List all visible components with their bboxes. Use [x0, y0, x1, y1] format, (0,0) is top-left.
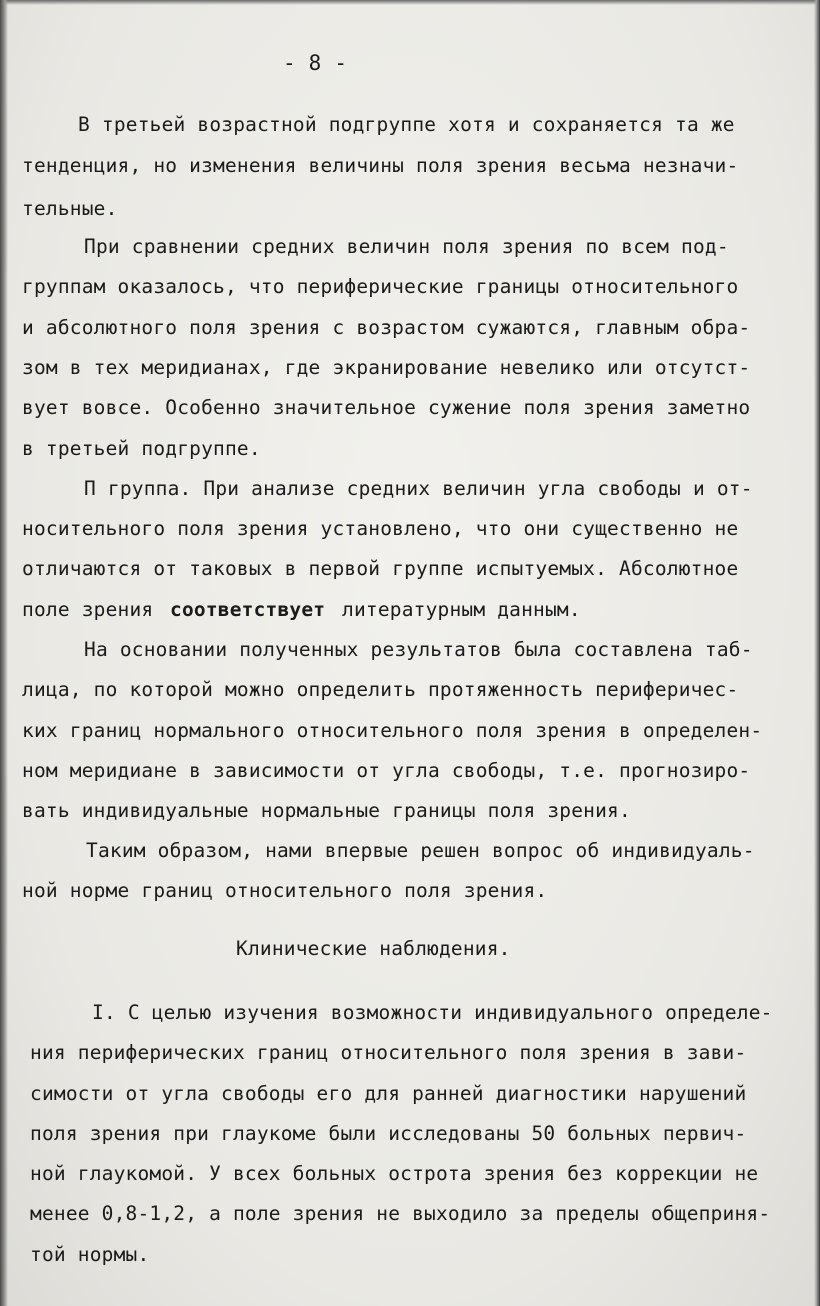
text-line: вует вовсе. Особенно значительное сужение поля зрения заметно — [22, 396, 751, 419]
text-line: группам оказалось, что периферические границы относительного — [22, 275, 739, 298]
page-number: - 8 - — [283, 51, 348, 75]
text-line: тельные. — [22, 197, 118, 220]
text-line: менее 0,8-1,2, а поле зрения не выходило за пределы общеприня- — [30, 1202, 771, 1225]
scan-edge-left — [0, 0, 8, 1306]
text-line: вать индивидуальные нормальные границы поля зрения. — [22, 799, 631, 822]
text-line-start: поле зрения — [22, 598, 154, 621]
section-heading: Клинические наблюдения. — [236, 937, 511, 960]
scan-edge-right — [814, 0, 820, 1306]
text-line: На основании полученных результатов была составлена таб- — [84, 638, 753, 661]
text-line: поля зрения при глаукоме были исследованы 50 больных первич- — [30, 1122, 747, 1145]
text-line-end: литературным данным. — [342, 598, 581, 621]
text-line: лица, по которой можно определить протяженность периферичес- — [22, 678, 739, 701]
text-line: ной глаукомой. У всех больных острота зрения без коррекции не — [30, 1162, 759, 1185]
text-line: ном меридиане в зависимости от угла свободы, т.е. прогнозиро- — [22, 759, 751, 782]
text-line: отличаются от таковых в первой группе испытуемых. Абсолютное — [22, 557, 739, 580]
text-line: П группа. При анализе средних величин угла свободы и от- — [84, 477, 753, 500]
text-line: и абсолютного поля зрения с возрастом сужаются, главным обра- — [22, 316, 751, 339]
text-line: ких границ нормального относительного поля зрения в определен- — [22, 719, 763, 742]
text-line: зом в тех меридианах, где экранирование невелико или отсутст- — [22, 356, 751, 379]
text-line: в третьей подгруппе. — [22, 437, 261, 460]
text-line: При сравнении средних величин поля зрения по всем под- — [84, 235, 729, 258]
text-line: тенденция, но изменения величины поля зрения весьма незначи- — [22, 154, 739, 177]
text-line: ной норме границ относительного поля зрения. — [22, 879, 548, 902]
text-line: симости от угла свободы его для ранней диагностики нарушений — [30, 1082, 747, 1105]
text-line: носительного поля зрения установлено, что они существенно не — [22, 517, 739, 540]
text-line: той нормы. — [30, 1243, 150, 1266]
overstruck-word: соответствует — [170, 598, 326, 621]
text-line: Таким образом, нами впервые решен вопрос об индивидуаль- — [86, 839, 755, 862]
scan-edge-top — [0, 0, 820, 5]
text-line: ния периферических границ относительного поля зрения в зави- — [30, 1041, 747, 1064]
text-line: В третьей возрастной подгруппе хотя и сохраняется та же — [78, 113, 735, 136]
text-line: I. С целью изучения возможности индивидуального определе- — [92, 1001, 773, 1024]
